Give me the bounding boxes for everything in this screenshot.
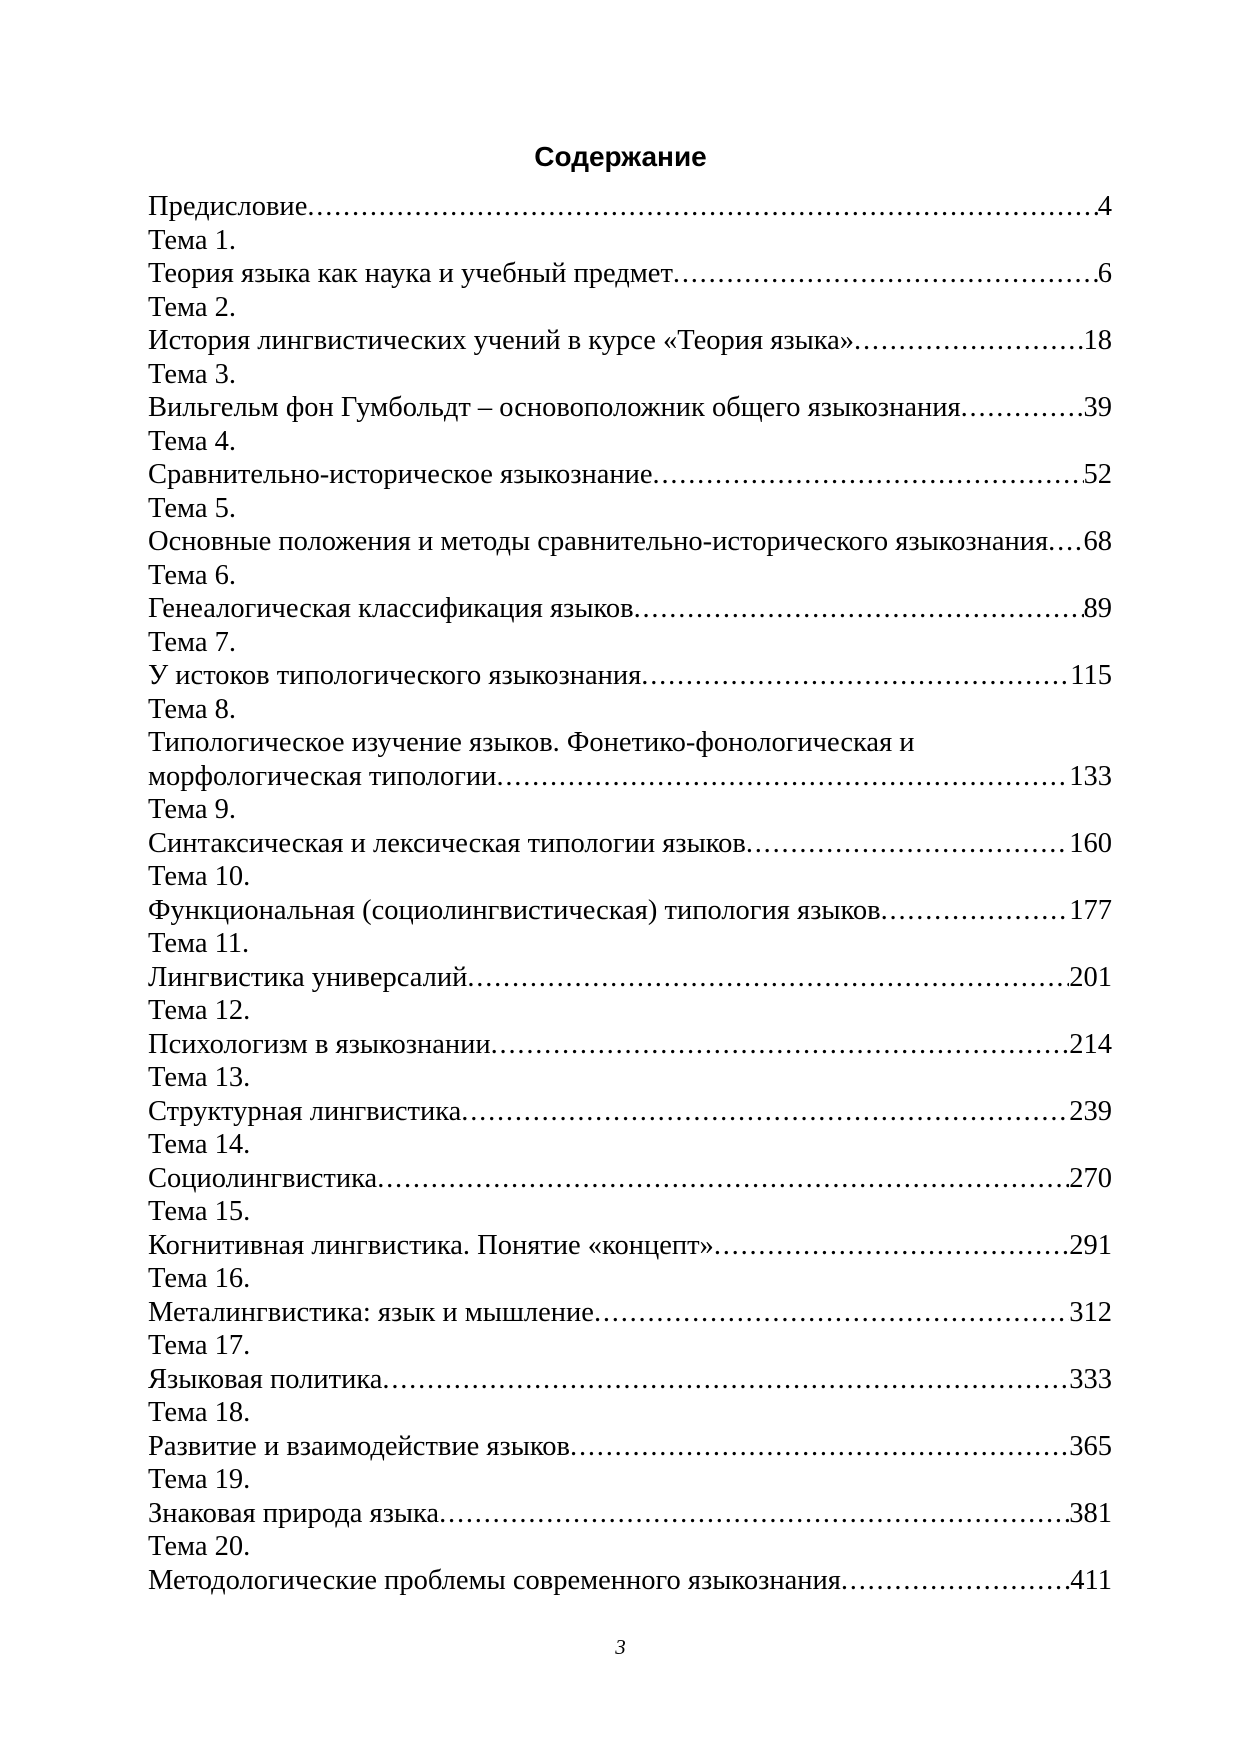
toc-entry-title: Знаковая природа языка xyxy=(148,1497,440,1529)
toc-entry[interactable] xyxy=(148,1095,1112,1129)
dot-leader xyxy=(594,1296,1069,1330)
dot-leader xyxy=(641,659,1070,693)
dot-leader xyxy=(439,1497,1069,1531)
toc-entry[interactable] xyxy=(148,1229,1112,1263)
toc-entry-title: История лингвистических учений в курсе «Теория языка» xyxy=(148,325,855,356)
toc-entry-page: 160 xyxy=(1069,827,1112,859)
toc-entry-title: Функциональная (социолингвистическая) типология языков xyxy=(148,894,881,926)
toc-entry-title: Теория языка как наука и учебный предмет xyxy=(148,258,673,289)
dot-leader xyxy=(961,391,1084,425)
toc-entry[interactable] xyxy=(148,257,1112,291)
page-title: Содержание xyxy=(534,141,707,172)
dot-leader xyxy=(1048,525,1083,559)
toc-topic-label: Тема 18. xyxy=(148,1397,251,1428)
toc-entry-page: 52 xyxy=(1083,459,1112,490)
toc-entry-page: 4 xyxy=(1097,191,1112,222)
dot-leader xyxy=(496,760,1069,794)
toc-entry-page: 270 xyxy=(1069,1162,1112,1194)
dot-leader xyxy=(714,1229,1069,1263)
toc-entry-title: Сравнительно-историческое языкознание xyxy=(148,459,653,490)
dot-leader xyxy=(854,324,1083,358)
dot-leader xyxy=(841,1564,1070,1598)
dot-leader xyxy=(461,1095,1069,1129)
toc-topic-label: Тема 15. xyxy=(148,1196,251,1227)
toc-entry-page: 365 xyxy=(1069,1430,1112,1462)
toc-topic-label: Тема 1. xyxy=(148,224,236,256)
toc-entry[interactable] xyxy=(148,827,1112,861)
toc-topic-label: Тема 12. xyxy=(148,995,251,1026)
toc-entry-page: 177 xyxy=(1069,894,1112,926)
toc-topic-label: Тема 16. xyxy=(148,1263,251,1294)
toc-topic-label: Тема 6. xyxy=(148,559,236,591)
toc-topic-label: Тема 11. xyxy=(148,928,250,959)
toc-entry[interactable] xyxy=(148,391,1112,425)
toc-entry[interactable] xyxy=(148,1363,1112,1397)
toc-entry-title: Структурная лингвистика xyxy=(148,1095,462,1127)
toc-entry[interactable] xyxy=(148,525,1112,559)
dot-leader xyxy=(307,190,1097,224)
toc-entry-title-continuation: морфологическая типологии xyxy=(148,760,497,792)
toc-entry-page: 381 xyxy=(1069,1497,1112,1529)
toc-topic-label: Тема 14. xyxy=(148,1129,251,1160)
toc-entry-title: Языковая политика xyxy=(148,1363,383,1395)
dot-leader xyxy=(382,1363,1069,1397)
toc-entry-page: 291 xyxy=(1069,1229,1112,1261)
toc-entry[interactable] xyxy=(148,894,1112,928)
toc-entry-page: 39 xyxy=(1083,392,1112,423)
toc-entry-page: 6 xyxy=(1097,258,1112,289)
toc-entry-title: Когнитивная лингвистика. Понятие «концепт» xyxy=(148,1229,714,1261)
toc-entry-title-first-line[interactable]: Типологическое изучение языков. Фонетико-фонологическая и xyxy=(148,727,915,758)
dot-leader xyxy=(570,1430,1069,1464)
toc-entry[interactable] xyxy=(148,1497,1112,1531)
toc-entry-title: Лингвистика универсалий xyxy=(148,961,468,993)
toc-entry[interactable] xyxy=(148,1430,1112,1464)
toc-topic-label: Тема 20. xyxy=(148,1531,251,1562)
toc-topic-label: Тема 4. xyxy=(148,425,236,457)
toc-entry-page: 312 xyxy=(1069,1296,1112,1328)
page-number: 3 xyxy=(615,1635,626,1659)
toc-entry-title: Металингвистика: язык и мышление xyxy=(148,1296,594,1328)
toc-entry[interactable] xyxy=(148,1028,1112,1062)
toc-entry-page: 133 xyxy=(1069,760,1112,792)
toc-entry-title: Развитие и взаимодействие языков xyxy=(148,1430,571,1462)
toc-entry[interactable] xyxy=(148,324,1112,358)
toc-topic-label: Тема 8. xyxy=(148,693,236,725)
toc-entry-page: 115 xyxy=(1070,660,1112,691)
dot-leader xyxy=(746,827,1069,861)
toc-entry-page: 18 xyxy=(1083,325,1112,356)
toc-entry-title: У истоков типологического языкознания xyxy=(148,660,642,691)
toc-topic-label: Тема 2. xyxy=(148,291,236,323)
toc-topic-label: Тема 3. xyxy=(148,358,236,390)
toc-entry[interactable] xyxy=(148,592,1112,626)
toc-entry[interactable] xyxy=(148,1564,1112,1598)
toc-entry-page: 201 xyxy=(1069,961,1112,993)
toc-entry[interactable] xyxy=(148,458,1112,492)
toc-entry-page: 239 xyxy=(1069,1095,1112,1127)
toc-entry-title: Методологические проблемы современного языкознания xyxy=(148,1564,841,1596)
toc-topic-label: Тема 10. xyxy=(148,861,251,892)
dot-leader xyxy=(377,1162,1069,1196)
toc-entry-page: 68 xyxy=(1083,526,1112,557)
toc-entry-title: Вильгельм фон Гумбольдт – основоположник общего языкознания xyxy=(148,392,961,423)
toc-entry-page: 411 xyxy=(1070,1564,1112,1596)
toc-entry-page: 214 xyxy=(1069,1028,1112,1060)
dot-leader xyxy=(881,894,1070,928)
toc-entry-title: Генеалогическая классификация языков xyxy=(148,593,634,624)
dot-leader xyxy=(673,257,1098,291)
toc-topic-label: Тема 19. xyxy=(148,1464,251,1495)
toc-entry-title: Основные положения и методы сравнительно-исторического языкознания xyxy=(148,526,1049,557)
dot-leader xyxy=(634,592,1084,626)
table-of-contents xyxy=(148,190,1112,1597)
toc-entry[interactable] xyxy=(148,1162,1112,1196)
dot-leader xyxy=(653,458,1084,492)
toc-topic-label: Тема 7. xyxy=(148,626,236,658)
toc-entry[interactable] xyxy=(148,659,1112,693)
dot-leader xyxy=(491,1028,1070,1062)
toc-entry-preface[interactable] xyxy=(148,190,1112,224)
toc-entry[interactable] xyxy=(148,961,1112,995)
toc-entry[interactable] xyxy=(148,760,1112,794)
toc-topic-label: Тема 17. xyxy=(148,1330,251,1361)
toc-topic-label: Тема 13. xyxy=(148,1062,251,1093)
toc-entry-title: Социолингвистика xyxy=(148,1162,378,1194)
dot-leader xyxy=(467,961,1069,995)
toc-topic-label: Тема 9. xyxy=(148,794,236,825)
toc-topic-label: Тема 5. xyxy=(148,492,236,524)
toc-entry-title: Предисловие xyxy=(148,191,308,222)
toc-entry-title: Синтаксическая и лексическая типологии языков xyxy=(148,827,746,859)
toc-entry[interactable] xyxy=(148,1296,1112,1330)
toc-entry-page: 89 xyxy=(1083,593,1112,624)
toc-entry-title: Психологизм в языкознании xyxy=(148,1028,491,1060)
toc-entry-page: 333 xyxy=(1069,1363,1112,1395)
